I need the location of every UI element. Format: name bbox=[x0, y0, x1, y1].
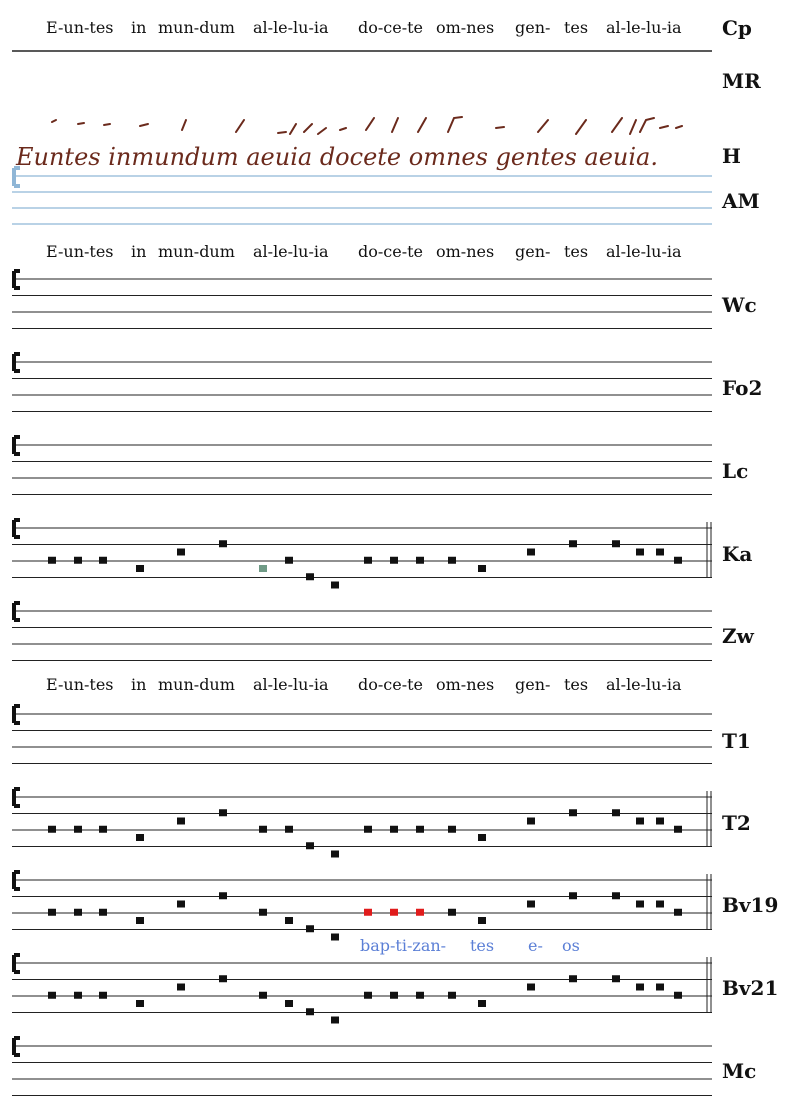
neume-note bbox=[527, 818, 535, 825]
staff-zw bbox=[12, 603, 712, 661]
lyrics-row-2 bbox=[46, 242, 682, 261]
neume-note bbox=[219, 540, 227, 547]
neume-note bbox=[416, 826, 424, 833]
neume-note bbox=[331, 934, 339, 941]
syllable-euntes: E-un-tes bbox=[46, 242, 114, 261]
neume-note bbox=[569, 809, 577, 816]
neume-note bbox=[448, 909, 456, 916]
neume-note bbox=[612, 892, 620, 899]
neume-note bbox=[177, 901, 185, 908]
syllable-euntes: E-un-tes bbox=[46, 675, 114, 694]
neume-note bbox=[331, 851, 339, 858]
staff-fo2 bbox=[12, 354, 712, 412]
neume-note bbox=[306, 1008, 314, 1015]
neume-note bbox=[612, 809, 620, 816]
neume-note bbox=[136, 917, 144, 924]
neume-note bbox=[656, 818, 664, 825]
neume-note bbox=[331, 1017, 339, 1024]
neume-note bbox=[674, 557, 682, 564]
neume-note bbox=[364, 557, 372, 564]
neume-note bbox=[656, 549, 664, 556]
syllable-alleluia: al-le-lu-ia bbox=[253, 242, 329, 261]
neume-note bbox=[48, 826, 56, 833]
neume-note bbox=[674, 992, 682, 999]
neume-note bbox=[99, 826, 107, 833]
staff-ka bbox=[12, 520, 712, 589]
siglum-mr: MR bbox=[722, 69, 761, 93]
syllable-docete: do-ce-te bbox=[358, 242, 424, 261]
neume-note bbox=[390, 992, 398, 999]
siglum-bv21: Bv21 bbox=[722, 976, 779, 1000]
neume-note bbox=[478, 1000, 486, 1007]
syllable-in: in bbox=[131, 18, 147, 37]
staff-t2 bbox=[12, 789, 712, 858]
syllable-alleluia-2: al-le-lu-ia bbox=[606, 675, 682, 694]
neume-note bbox=[612, 975, 620, 982]
manuscript-text: Euntes inmundum aeuia docete omnes gentes aeuia. bbox=[16, 143, 658, 171]
lyrics-row-3 bbox=[46, 675, 682, 694]
neume-note bbox=[656, 984, 664, 991]
manuscript-neumes bbox=[52, 117, 682, 134]
siglum-fo2: Fo2 bbox=[722, 376, 763, 400]
neume-note bbox=[448, 826, 456, 833]
neume-note bbox=[527, 549, 535, 556]
syllable-omnes: om-nes bbox=[436, 18, 495, 37]
neume-note bbox=[390, 557, 398, 564]
neume-note bbox=[285, 826, 293, 833]
syllable-mundum: mun-dum bbox=[158, 675, 235, 694]
alt-syllable-e: e- bbox=[528, 936, 543, 955]
alt-syllable-baptizan: bap-ti-zan- bbox=[360, 936, 447, 955]
neume-note bbox=[177, 818, 185, 825]
neume-note bbox=[674, 909, 682, 916]
syllable-gen: gen- bbox=[515, 675, 551, 694]
neume-note bbox=[285, 557, 293, 564]
neume-note bbox=[136, 565, 144, 572]
staff-lc bbox=[12, 437, 712, 495]
syllable-in: in bbox=[131, 242, 147, 261]
neume-note bbox=[478, 917, 486, 924]
neume-note bbox=[390, 909, 398, 916]
syllable-mundum: mun-dum bbox=[158, 242, 235, 261]
staff-t1 bbox=[12, 706, 712, 764]
neume-note bbox=[364, 826, 372, 833]
syllable-omnes: om-nes bbox=[436, 242, 495, 261]
neume-note bbox=[636, 818, 644, 825]
neume-note bbox=[74, 826, 82, 833]
alt-syllable-tes: tes bbox=[470, 936, 495, 955]
siglum-h: H bbox=[722, 144, 741, 168]
neume-note bbox=[416, 557, 424, 564]
staff-bv21 bbox=[12, 955, 712, 1024]
neume-note bbox=[331, 582, 339, 589]
neume-note bbox=[136, 1000, 144, 1007]
neume-note bbox=[636, 549, 644, 556]
syllable-docete: do-ce-te bbox=[358, 18, 424, 37]
neume-note bbox=[416, 992, 424, 999]
staff-am bbox=[12, 176, 712, 224]
syllable-alleluia: al-le-lu-ia bbox=[253, 18, 329, 37]
bv19-variant-lyrics bbox=[360, 936, 580, 955]
neume-note bbox=[478, 565, 486, 572]
neume-note bbox=[48, 909, 56, 916]
neume-note bbox=[306, 842, 314, 849]
neume-note bbox=[48, 992, 56, 999]
neume-note bbox=[448, 557, 456, 564]
neume-note bbox=[48, 557, 56, 564]
syllable-alleluia-2: al-le-lu-ia bbox=[606, 18, 682, 37]
siglum-zw: Zw bbox=[722, 624, 754, 648]
syllable-euntes: E-un-tes bbox=[46, 18, 114, 37]
neume-note bbox=[285, 917, 293, 924]
neume-note bbox=[674, 826, 682, 833]
neume-note bbox=[306, 925, 314, 932]
neume-note bbox=[219, 809, 227, 816]
neume-note bbox=[416, 909, 424, 916]
siglum-cp: Cp bbox=[722, 16, 752, 40]
siglum-am: AM bbox=[722, 189, 760, 213]
neume-note bbox=[636, 901, 644, 908]
neume-note bbox=[177, 549, 185, 556]
syllable-tes: tes bbox=[564, 242, 589, 261]
syllable-gen: gen- bbox=[515, 242, 551, 261]
staff-bv19 bbox=[12, 872, 712, 941]
syllable-in: in bbox=[131, 675, 147, 694]
syllable-omnes: om-nes bbox=[436, 675, 495, 694]
staff-wc bbox=[12, 271, 712, 329]
neume-note bbox=[569, 892, 577, 899]
neume-note bbox=[636, 984, 644, 991]
neume-note bbox=[219, 975, 227, 982]
neume-note bbox=[259, 909, 267, 916]
neume-note bbox=[569, 540, 577, 547]
neume-note bbox=[285, 1000, 293, 1007]
neume-note bbox=[612, 540, 620, 547]
alt-syllable-os: os bbox=[562, 936, 580, 955]
neume-note bbox=[136, 834, 144, 841]
siglum-t1: T1 bbox=[722, 729, 751, 753]
neume-note bbox=[364, 992, 372, 999]
neume-note bbox=[527, 901, 535, 908]
neume-note bbox=[99, 909, 107, 916]
siglum-lc: Lc bbox=[722, 459, 749, 483]
neume-note bbox=[99, 557, 107, 564]
neume-note bbox=[259, 826, 267, 833]
siglum-mc: Mc bbox=[722, 1059, 757, 1083]
syllable-tes: tes bbox=[564, 675, 589, 694]
siglum-t2: T2 bbox=[722, 811, 751, 835]
neume-note bbox=[74, 909, 82, 916]
siglum-wc: Wc bbox=[722, 293, 757, 317]
neume-note bbox=[177, 984, 185, 991]
neume-note bbox=[448, 992, 456, 999]
syllable-alleluia-2: al-le-lu-ia bbox=[606, 242, 682, 261]
syllable-mundum: mun-dum bbox=[158, 18, 235, 37]
neume-note bbox=[74, 992, 82, 999]
syllable-alleluia: al-le-lu-ia bbox=[253, 675, 329, 694]
siglum-ka: Ka bbox=[722, 542, 753, 566]
neume-note bbox=[390, 826, 398, 833]
neume-note bbox=[478, 834, 486, 841]
neume-note bbox=[569, 975, 577, 982]
neume-note bbox=[364, 909, 372, 916]
lyrics-row-1 bbox=[46, 18, 682, 37]
neume-note bbox=[527, 984, 535, 991]
neume-note bbox=[259, 992, 267, 999]
syllable-docete: do-ce-te bbox=[358, 675, 424, 694]
neume-note bbox=[99, 992, 107, 999]
neume-note bbox=[656, 901, 664, 908]
siglum-bv19: Bv19 bbox=[722, 893, 779, 917]
staff-mc bbox=[12, 1038, 712, 1096]
neume-note bbox=[219, 892, 227, 899]
neume-note bbox=[259, 565, 267, 572]
syllable-gen: gen- bbox=[515, 18, 551, 37]
neume-note bbox=[306, 573, 314, 580]
syllable-tes: tes bbox=[564, 18, 589, 37]
neume-note bbox=[74, 557, 82, 564]
